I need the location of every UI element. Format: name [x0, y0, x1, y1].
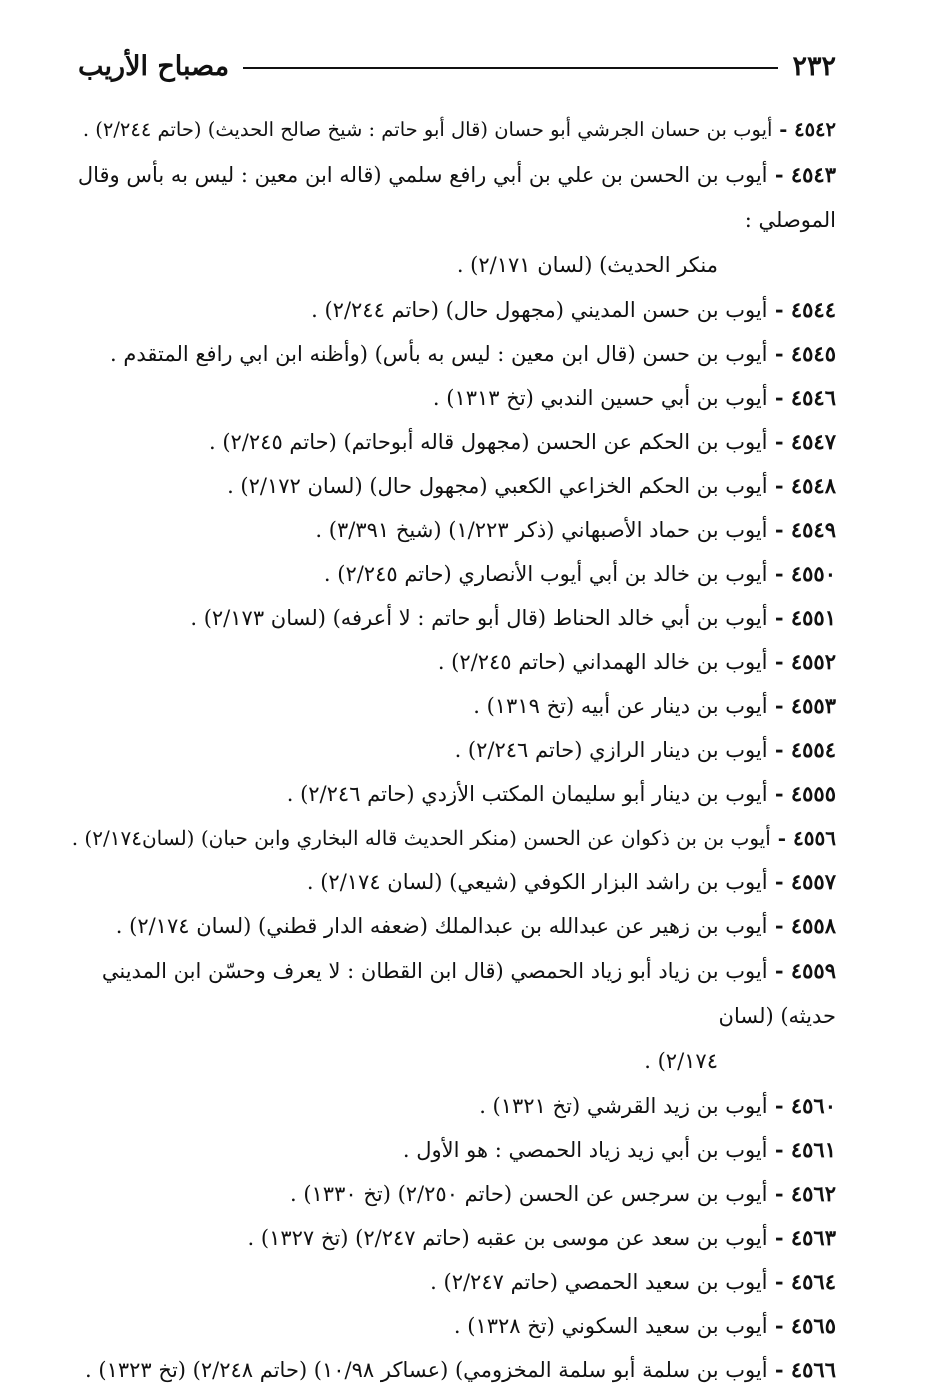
book-title: مصباح الأريب [78, 50, 230, 82]
entry-dash: - [767, 297, 791, 322]
entry-dash: - [767, 341, 791, 366]
entry-number: ٤٥٥٥ [790, 781, 836, 806]
entry-list [66, 108, 836, 1392]
entry-item [66, 1172, 836, 1216]
entry-dash: - [767, 473, 791, 498]
entry-text: أيوب بن أبي زيد زياد الحمصي : هو الأول . [402, 1138, 768, 1162]
entry-item [66, 1260, 836, 1304]
entry-dash: - [767, 781, 791, 806]
entry-text: أيوب بن سعيد الحمصي (حاتم ٢/٢٤٧) . [430, 1270, 768, 1294]
entry-number: ٤٥٥٣ [790, 693, 836, 718]
entry-number: ٤٥٦٦ [790, 1357, 836, 1382]
entry-dash: - [767, 1225, 791, 1250]
entry-item [66, 508, 836, 552]
entry-number: ٤٥٥٦ [793, 826, 836, 850]
entry-text: أيوب بن خالد الهمداني (حاتم ٢/٢٤٥) . [437, 650, 768, 674]
entry-item [66, 1348, 836, 1392]
entry-dash: - [767, 1313, 791, 1338]
entry-item [66, 904, 836, 948]
entry-dash: - [767, 958, 791, 983]
entry-dash: - [770, 826, 794, 850]
entry-number: ٤٥٥٧ [790, 869, 836, 894]
entry-text: أيوب بن حسن المديني (مجهول حال) (حاتم ٢/٢٤٤) . [311, 298, 768, 322]
entry-item [66, 1128, 836, 1172]
entry-text: أيوب بن حسان الجرشي أبو حسان (قال أبو حاتم : شيخ صالح الحديث) (حاتم ٢/٢٤٤) . [82, 118, 773, 141]
entry-text: أيوب بن أبي خالد الحناط (قال أبو حاتم : لا أعرفه) (لسان ٢/١٧٣) . [190, 606, 768, 630]
entry-text: أيوب بن بن ذكوان عن الحسن (منكر الحديث قاله البخاري وابن حبان) (لسان٢/١٧٤) . [71, 826, 771, 850]
entry-dash: - [767, 561, 791, 586]
entry-number: ٤٥٦٠ [790, 1093, 836, 1118]
entry-number: ٤٥٤٥ [790, 341, 836, 366]
entry-number: ٤٥٥٠ [790, 561, 836, 586]
entry-dash: - [767, 649, 791, 674]
entry-number: ٤٥٤٣ [790, 162, 836, 187]
entry-text: أيوب بن سرجس عن الحسن (حاتم ٢/٢٥٠) (تخ ١٣٣٠) . [289, 1182, 768, 1206]
entry-item [66, 816, 836, 860]
entry-item [66, 596, 836, 640]
entry-text: أيوب بن زهير عن عبدالله بن عبدالملك (ضعفه الدار قطني) (لسان ٢/١٧٤) . [115, 914, 768, 938]
entry-item [66, 1084, 836, 1128]
entry-dash: - [767, 693, 791, 718]
entry-number: ٤٥٤٧ [790, 429, 836, 454]
entry-item [66, 684, 836, 728]
entry-text: أيوب بن دينار الرازي (حاتم ٢/٢٤٦) . [454, 738, 768, 762]
entry-dash: - [767, 1269, 791, 1294]
entry-dash: - [767, 1357, 791, 1382]
entry-item [66, 420, 836, 464]
entry-number: ٤٥٤٢ [794, 118, 836, 141]
entry-dash: - [767, 605, 791, 630]
entry-number: ٤٥٤٩ [790, 517, 836, 542]
entry-text: أيوب بن الحسن بن علي بن أبي رافع سلمي (قاله ابن معين : ليس به بأس وقال الموصلي : [77, 163, 836, 232]
entry-item [66, 640, 836, 684]
entry-text: أيوب بن زيد القرشي (تخ ١٣٢١) . [479, 1094, 768, 1118]
entry-text: أيوب بن زياد أبو زياد الحمصي (قال ابن القطان : لا يعرف وحسّن ابن المديني حديثه) (لسان [101, 959, 836, 1028]
entry-text: أيوب بن سلمة أبو سلمة المخزومي) (عساكر ١٠/٩٨) (حاتم ٢/٢٤٨) (تخ ١٣٢٣) . [85, 1358, 768, 1382]
entry-text: أيوب بن راشد البزار الكوفي (شيعي) (لسان ٢/١٧٤) . [306, 870, 768, 894]
entry-dash: - [767, 517, 791, 542]
entry-dash: - [767, 737, 791, 762]
entry-continuation: ٢/١٧٤) . [644, 1049, 718, 1073]
entry-text: أيوب بن أبي حسين الندبي (تخ ١٣١٣) . [432, 386, 768, 410]
running-header [78, 44, 836, 88]
entry-item [66, 772, 836, 816]
entry-dash: - [767, 162, 791, 187]
entry-number: ٤٥٥٢ [790, 649, 836, 674]
entry-text: أيوب بن خالد بن أبي أيوب الأنصاري (حاتم ٢/٢٤٥) . [323, 562, 768, 586]
header-rule [243, 67, 778, 69]
page-number: ٢٣٢ [792, 50, 836, 82]
entry-item [66, 948, 836, 1084]
entry-dash: - [772, 118, 795, 141]
entry-number: ٤٥٥١ [790, 605, 836, 630]
entry-text: أيوب بن حسن (قال ابن معين : ليس به بأس) (وأظنه ابن ابي رافع المتقدم . [110, 342, 768, 366]
entry-dash: - [767, 1181, 791, 1206]
entry-item [66, 108, 836, 152]
entry-item [66, 1216, 836, 1260]
entry-item [66, 332, 836, 376]
entry-continuation: منكر الحديث) (لسان ٢/١٧١) . [456, 253, 718, 277]
entry-number: ٤٥٦٢ [790, 1181, 836, 1206]
entry-dash: - [767, 913, 791, 938]
entry-number: ٤٥٤٦ [790, 385, 836, 410]
entry-item [66, 464, 836, 508]
entry-number: ٤٥٦١ [790, 1137, 836, 1162]
entry-dash: - [767, 1093, 791, 1118]
entry-number: ٤٥٥٤ [790, 737, 836, 762]
entry-dash: - [767, 429, 791, 454]
entry-text: أيوب بن سعيد السكوني (تخ ١٣٢٨) . [453, 1314, 768, 1338]
entry-number: ٤٥٦٣ [790, 1225, 836, 1250]
entry-item [66, 728, 836, 772]
entry-dash: - [767, 385, 791, 410]
entry-text: أيوب بن سعد عن موسى بن عقبه (حاتم ٢/٢٤٧) (تخ ١٣٢٧) . [247, 1226, 768, 1250]
entry-number: ٤٥٦٤ [790, 1269, 836, 1294]
entry-number: ٤٥٥٨ [790, 913, 836, 938]
entry-item [66, 376, 836, 420]
entry-number: ٤٥٥٩ [790, 958, 836, 983]
entry-text: أيوب بن دينار عن أبيه (تخ ١٣١٩) . [473, 694, 768, 718]
entry-number: ٤٥٦٥ [790, 1313, 836, 1338]
entry-text: أيوب بن حماد الأصبهاني (ذكر ١/٢٢٣) (شيخ ٣/٣٩١) . [315, 518, 768, 542]
entry-dash: - [767, 869, 791, 894]
entry-number: ٤٥٤٤ [790, 297, 836, 322]
entry-item [66, 552, 836, 596]
entry-item [66, 288, 836, 332]
entry-text: أيوب بن الحكم الخزاعي الكعبي (مجهول حال) (لسان ٢/١٧٢) . [227, 474, 768, 498]
entry-number: ٤٥٤٨ [790, 473, 836, 498]
entry-item [66, 1304, 836, 1348]
entry-dash: - [767, 1137, 791, 1162]
entry-item [66, 860, 836, 904]
entry-text: أيوب بن الحكم عن الحسن (مجهول قاله أبوحاتم) (حاتم ٢/٢٤٥) . [208, 430, 768, 454]
entry-text: أيوب بن دينار أبو سليمان المكتب الأزدي (حاتم ٢/٢٤٦) . [286, 782, 768, 806]
entry-item [66, 152, 836, 288]
